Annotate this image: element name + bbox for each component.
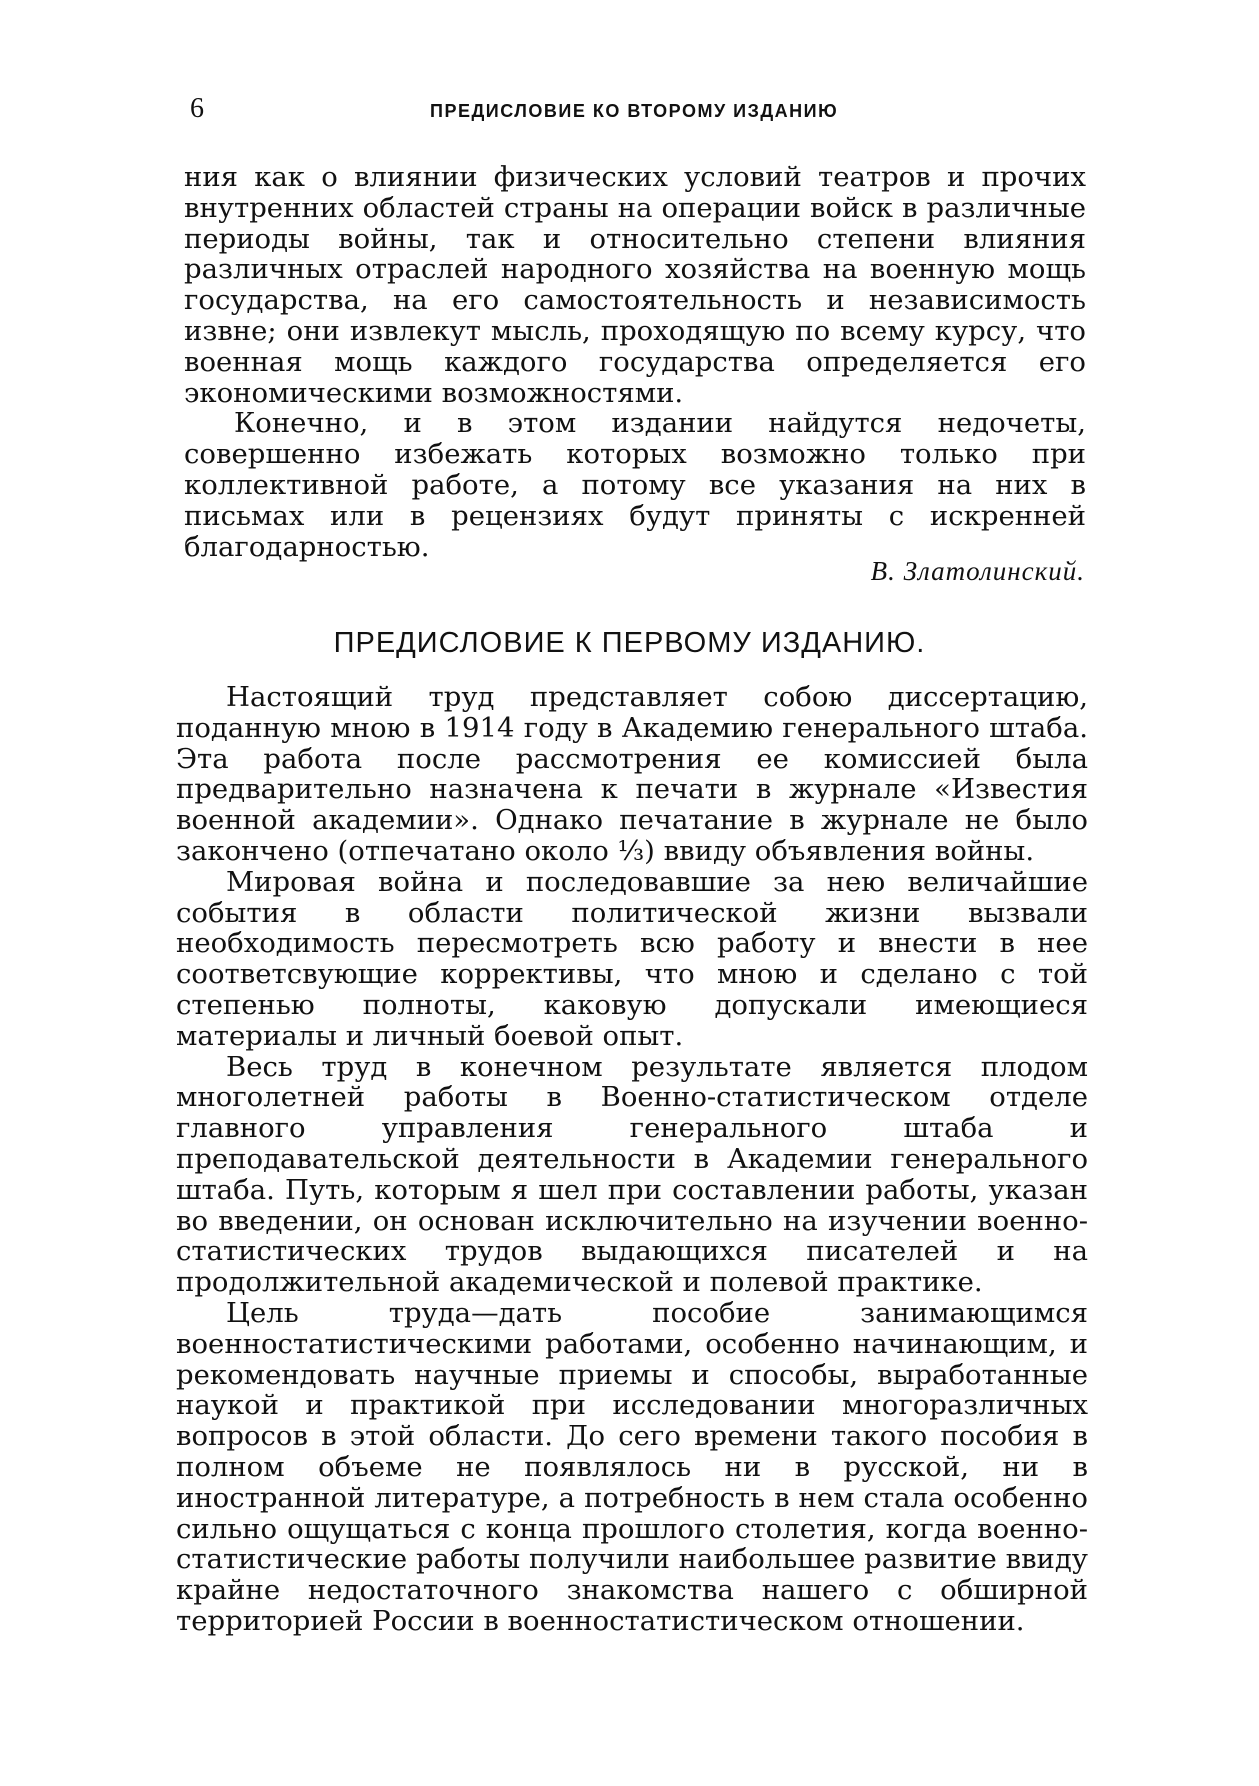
running-header: ПРЕДИСЛОВИЕ КО ВТОРОМУ ИЗДАНИЮ <box>430 101 839 121</box>
author-signature: В. Златолинский. <box>870 556 1085 586</box>
first-edition-preface-text <box>176 682 1088 1637</box>
paragraph: Конечно, и в этом издании найдутся недочеты, совершенно избежать которых возможно только при коллективной работе, а потому все указания на них в письмах или в рецензиях будут приняты с искренней благодарностью. <box>184 407 1086 563</box>
paragraph: Мировая война и последовавшие за нею величайшие события в области политической жизни вызвали необходимость пересмотреть всю работу и внести в нее соответсвующие коррективы, что мною и сделано с той степенью полноты, каковую допускали имеющиеся материалы и личный боевой опыт. <box>176 865 1088 1052</box>
section-title: ПРЕДИСЛОВИЕ К ПЕРВОМУ ИЗДАНИЮ. <box>333 627 926 659</box>
second-edition-preface-text <box>184 162 1086 562</box>
paragraph: Весь труд в конечном результате является плодом многолетней работы в Военно-статистическом отделе главного управления генерального штаба и преподавательской деятельности в Академии генерального штаба. Путь, которым я шел при составлении работы, указан во введении, он основан исключительно на изучении военно-статистических трудов выдающихся писателей и на продолжительной академической и полевой практике. <box>176 1050 1088 1299</box>
paragraph: ния как о влиянии физических условий театров и прочих внутренних областей страны на операции войск в различные периоды войны, так и относительно степени влияния различных отраслей народного хозяйства на военную мощь государства, на его самостоятельность и независимость извне; они извлекут мысль, проходящую по всему курсу, что военная мощь каждого государства определяется его экономическими возможностями. <box>184 161 1086 409</box>
paragraph: Цель труда—дать пособие занимающимся военностатистическими работами, особенно начинающим, и рекомендовать научные приемы и способы, выработанные наукой и практикой при исследовании многоразличных вопросов в этой области. До сего времени такого пособия в полном объеме не появлялось ни в русской, ни в иностранной литературе, а потребность в нем стала особенно сильно ощущаться с конца прошлого столетия, когда военно-статистические работы получили наибольшее развитие ввиду крайне недостаточного знакомства нашего с обширной территорией России в военностатистическом отношении. <box>176 1296 1088 1637</box>
paragraph: Настоящий труд представляет собою диссертацию, поданную мною в 1914 году в Академию генерального штаба. Эта работа после рассмотрения ее комиссией была предварительно назначена к печати в журнале «Известия военной академии». Однако печатание в журнале не было закончено (отпечатано около ⅓) ввиду объявления войны. <box>176 681 1088 867</box>
page-number: 6 <box>190 93 204 124</box>
